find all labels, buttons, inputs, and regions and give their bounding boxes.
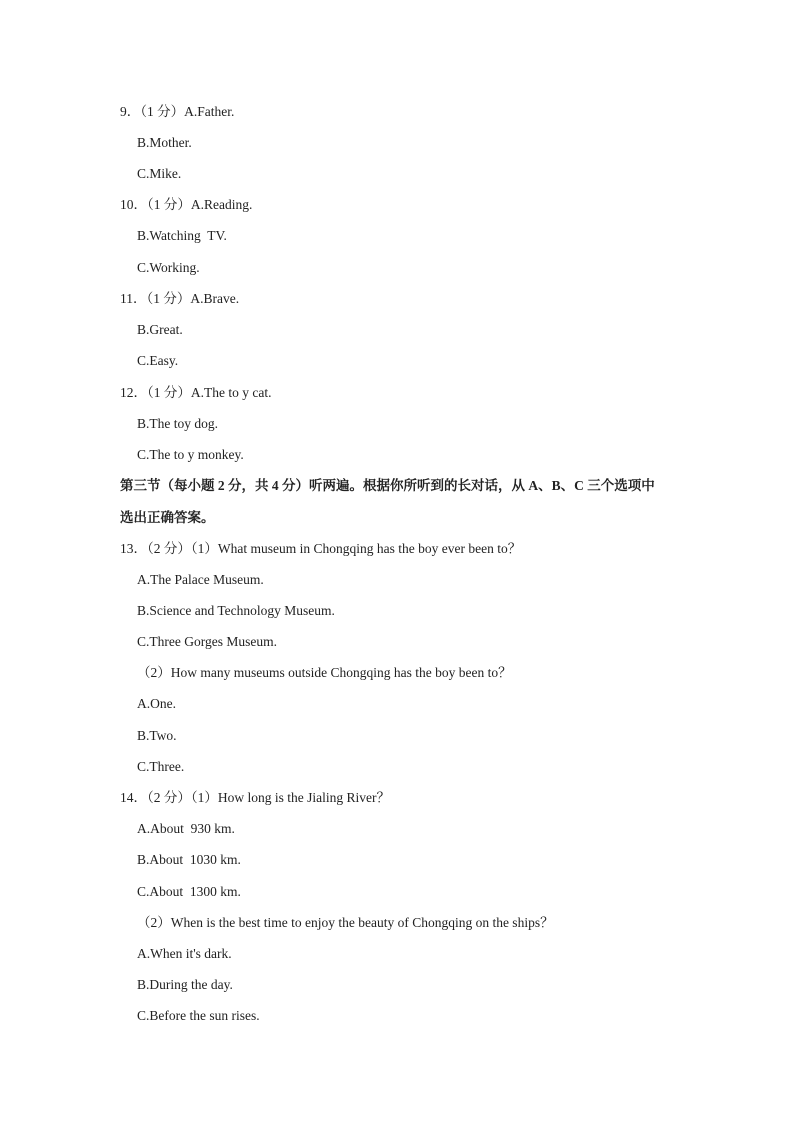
option-10-c: C.Working.	[137, 260, 200, 275]
option-14-2-a: A.When it's dark.	[137, 946, 232, 961]
option-12-b: B.The toy dog.	[137, 416, 218, 431]
question-14-2: （2）When is the best time to enjoy the beauty of Chongqing on the ships？	[137, 915, 554, 930]
section-heading: 第三节（每小题 2 分，共 4 分）听两遍。根据你所听到的长对话，从 A、B、C 三个选项中	[120, 478, 655, 493]
question-14: 14．（2 分）（1）How long is the Jialing River？	[120, 790, 390, 805]
option-11-c: C.Easy.	[137, 353, 179, 368]
question-11: 11．（1 分）A.Brave.	[120, 291, 240, 306]
option-14-1-c: C.About 1300 km.	[137, 884, 241, 899]
option-14-2-c: C.Before the sun rises.	[137, 1008, 260, 1023]
option-14-2-b: B.During the day.	[137, 977, 233, 992]
option-11-b: B.Great.	[137, 322, 183, 337]
question-13: 13．（2 分）（1）What museum in Chongqing has the boy ever been to？	[120, 541, 522, 556]
option-13-2-c: C.Three.	[137, 759, 185, 774]
option-14-1-b: B.About 1030 km.	[137, 852, 241, 867]
question-13-2: （2）How many museums outside Chongqing has the boy been to？	[137, 665, 512, 680]
option-13-1-b: B.Science and Technology Museum.	[137, 603, 335, 618]
option-13-2-b: B.Two.	[137, 728, 177, 743]
question-10: 10．（1 分）A.Reading.	[120, 197, 253, 212]
option-13-1-c: C.Three Gorges Museum.	[137, 634, 277, 649]
option-10-b: B.Watching TV.	[137, 228, 227, 243]
option-13-1-a: A.The Palace Museum.	[137, 572, 264, 587]
option-9-c: C.Mike.	[137, 166, 182, 181]
option-12-c: C.The to y monkey.	[137, 447, 244, 462]
option-9-b: B.Mother.	[137, 135, 192, 150]
option-13-2-a: A.One.	[137, 696, 176, 711]
question-9: 9．（1 分）A.Father.	[120, 104, 235, 119]
option-14-1-a: A.About 930 km.	[137, 821, 235, 836]
section-heading-cont: 选出正确答案。	[120, 510, 215, 525]
question-12: 12．（1 分）A.The to y cat.	[120, 385, 272, 400]
